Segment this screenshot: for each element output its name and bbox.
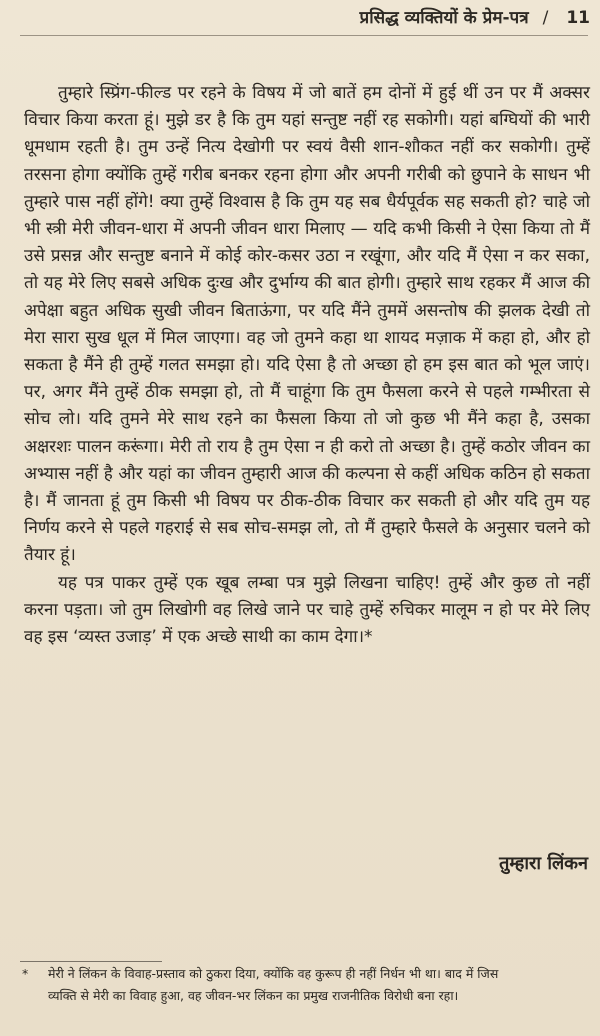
- footnote-line-2: व्यक्ति से मेरी का विवाह हुआ, वह जीवन-भर लिंकन का प्रमुख राजनीतिक विरोधी बना रहा।: [48, 988, 459, 1003]
- letter-paragraph-1: तुम्हारे स्प्रिंग-फील्ड पर रहने के विषय में जो बातें हम दोनों में हुई थीं उन पर मैं अक्सर विचार किया करता हूं। मुझे डर है कि तुम यहां सन्तुष्ट नहीं रह सकोगी। यहां बग्घियों की भारी धूमधाम रहती है। तुम उन्हें नित्य देखोगी पर स्वयं वैसी शान-शौकत नहीं कर सकोगी। तुम्हें तरसना होगा क्योंकि तुम्हें गरीब बनकर रहना होगा और अपनी गरीबी को छुपाने के साधन भी तुम्हारे पास नहीं होंगे! क्या तुम्हें विश्वास है कि तुम यह सब धैर्यपूर्वक सह सकती हो? चाहे जो भी स्त्री मेरी जीवन-धारा में अपनी जीवन धारा मिलाए — यदि कभी किसी ने ऐसा किया तो मैं उसे प्रसन्न और सन्तुष्ट बनाने में कोई कोर-कसर उठा न रखूंगा, और यदि मैं ऐसा न कर सका, तो यह मेरे लिए सबसे अधिक दुःख और दुर्भाग्य की बात होगी। तुम्हारे साथ रहकर मैं आज की अपेक्षा बहुत अधिक सुखी जीवन बिताऊंगा, पर यदि मैंने तुममें असन्तोष की झलक देखी तो मेरा सारा सुख धूल में मिल जाएगा। वह जो तुमने कहा था शायद मज़ाक में कहा हो, और हो सकता है मैंने ही तुम्हें गलत समझा हो। यदि ऐसा है तो अच्छा हो हम इस बात को भूल जाएं। पर, अगर मैंने तुम्हें ठीक समझा हो, तो मैं चाहूंगा कि तुम फैसला करने से पहले गम्भीरता से सोच लो। यदि तुमने मेरे साथ रहने का फैसला किया तो जो कुछ भी मैंने कहा है, उसका अक्षरशः पालन करूंगा। मेरी तो राय है तुम ऐसा न ही करो तो अच्छा है। तुम्हें कठोर जीवन का अभ्यास नहीं है और यहां का जीवन तुम्हारी आज की कल्पना से कहीं अधिक कठिन हो सकता है। मैं जानता हूं तुम किसी भी विषय पर ठीक-ठीक विचार कर सकती हो और यदि तुम यह निर्णय करने से पहले गहराई से सब सोच-समझ लो, तो मैं तुम्हारे फैसले के अनुसार चलने को तैयार हूं।: [24, 83, 590, 566]
- letter-signature: तुम्हारा लिंकन: [499, 853, 588, 874]
- page-number: 11: [566, 8, 590, 28]
- letter-body: [24, 80, 590, 651]
- footnote-rule: [20, 961, 162, 962]
- header-separator: /: [542, 8, 549, 28]
- footnote-line-1: मेरी ने लिंकन के विवाह-प्रस्ताव को ठुकरा दिया, क्योंकि वह कुरूप ही नहीं निर्धन भी था। बाद में जिस: [48, 966, 499, 981]
- letter-paragraph-2: यह पत्र पाकर तुम्हें एक खूब लम्बा पत्र मुझे लिखना चाहिए! तुम्हें और कुछ तो नहीं करना पड़ता। जो तुम लिखोगी वह लिखे जाने पर चाहे तुम्हें रुचिकर मालूम न हो पर मेरे लिए वह इस ‘व्यस्त उजाड़’ में एक अच्छे साथी का काम देगा।*: [24, 572, 590, 648]
- footnote: [22, 963, 588, 1007]
- running-header: [0, 6, 590, 30]
- book-title: प्रसिद्ध व्यक्तियों के प्रेम-पत्र: [359, 8, 529, 28]
- header-rule: [20, 35, 588, 36]
- footnote-marker: *: [22, 966, 29, 981]
